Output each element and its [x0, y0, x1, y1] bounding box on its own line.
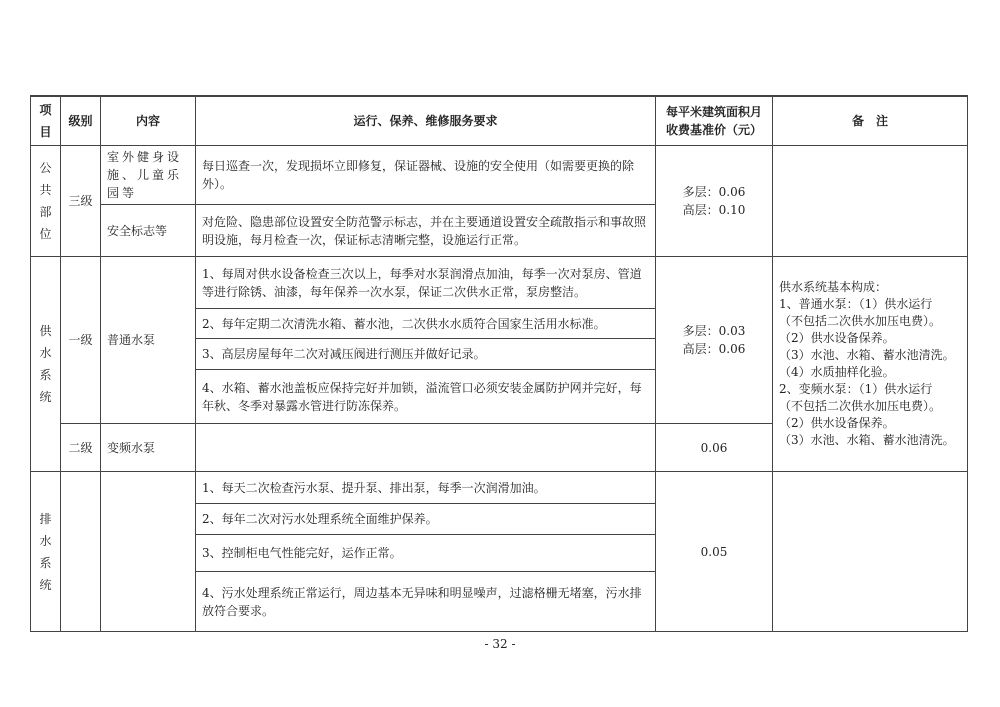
price: 0.05 [656, 472, 773, 632]
item-water-supply: 供水系统 [31, 257, 61, 472]
requirement: 2、每年二次对污水处理系统全面维护保养。 [196, 504, 656, 535]
content [101, 472, 196, 632]
content: 普通水泵 [101, 257, 196, 424]
requirement: 1、每周对供水设备检查三次以上，每季对水泵润滑点加油，每季一次对泵房、管道等进行除锈、油漆，每年保养一次水泵，保证二次供水正常，泵房整洁。 [196, 257, 656, 309]
price: 多层：0.03 高层：0.06 [656, 257, 773, 424]
remarks [773, 472, 968, 632]
requirement: 4、污水处理系统正常运行，周边基本无异味和明显噪声，过滤格栅无堵塞，污水排放符合要求。 [196, 572, 656, 632]
level: 三级 [61, 146, 101, 257]
header-level: 级别 [61, 96, 101, 146]
page-number: - 32 - [484, 637, 516, 651]
level: 二级 [61, 424, 101, 472]
requirement: 1、每天二次检查污水泵、提升泵、排出泵，每季一次润滑加油。 [196, 472, 656, 504]
table-row [31, 146, 968, 205]
remarks [773, 146, 968, 257]
service-standard-table [30, 95, 968, 632]
requirement: 每日巡查一次，发现损坏立即修复，保证器械、设施的安全使用（如需要更换的除外）。 [196, 146, 656, 205]
header-content: 内容 [101, 96, 196, 146]
level [61, 472, 101, 632]
header-item: 项目 [31, 96, 61, 146]
header-remarks: 备 注 [773, 96, 968, 146]
price: 多层：0.06 高层：0.10 [656, 146, 773, 257]
price: 0.06 [656, 424, 773, 472]
requirement: 3、控制柜电气性能完好，运作正常。 [196, 535, 656, 572]
item-drainage: 排水系统 [31, 472, 61, 632]
requirement [196, 424, 656, 472]
content: 安全标志等 [101, 205, 196, 257]
item-public: 公共部位 [31, 146, 61, 257]
requirement: 对危险、隐患部位设置安全防范警示标志，并在主要通道设置安全疏散指示和事故照明设施，每月检查一次，保证标志清晰完整，设施运行正常。 [196, 205, 656, 257]
table-row [31, 257, 968, 309]
header-requirements: 运行、保养、维修服务要求 [196, 96, 656, 146]
remarks: 供水系统基本构成： 1、普通水泵：（1）供水运行 （不包括二次供水加压电费）。 （2）供水设备保养。 （3）水池、水箱、蓄水池清洗。 （4）水质抽样化验。 2、变频水泵：（1）供水运行 （不包括二次供水加压电费）。 （2）供水设备保养。 （3）水池、水箱、蓄水池清洗。 [773, 257, 968, 472]
header-row [31, 96, 968, 146]
level: 一级 [61, 257, 101, 424]
content: 变频水泵 [101, 424, 196, 472]
table-row [31, 472, 968, 504]
content: 室外健身设施、儿童乐园等 [101, 146, 196, 205]
requirement: 2、每年定期二次清洗水箱、蓄水池，二次供水水质符合国家生活用水标准。 [196, 309, 656, 339]
requirement: 3、高层房屋每年二次对减压阀进行测压并做好记录。 [196, 339, 656, 370]
header-price: 每平米建筑面积月收费基准价（元） [656, 96, 773, 146]
requirement: 4、水箱、蓄水池盖板应保持完好并加锁，溢流管口必须安装金属防护网并完好，每年秋、冬季对暴露水管进行防冻保养。 [196, 370, 656, 424]
